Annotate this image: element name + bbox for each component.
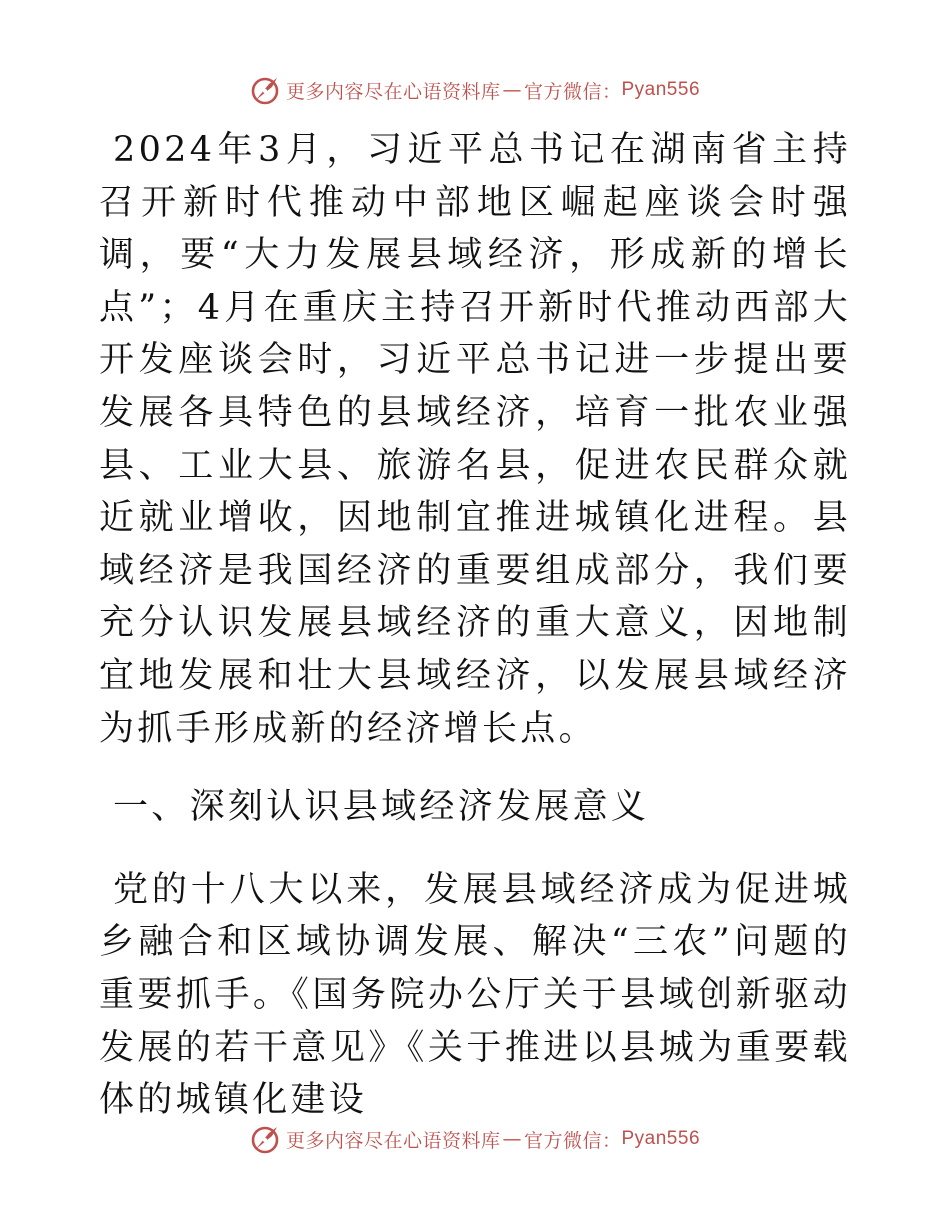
document-body — [99, 124, 851, 1127]
pen-nib-logo-icon — [250, 74, 282, 106]
watermark-header — [0, 70, 950, 110]
watermark-contact-id: Pyan556 — [621, 79, 701, 100]
watermark-dash: — — [502, 79, 522, 101]
paragraph-intro: 2024年3月，习近平总书记在湖南省主持召开新时代推动中部地区崛起座谈会时强调，要“大力发展县域经济，形成新的增长点”；4月在重庆主持召开新时代推动西部大开发座谈会时，习近平总书记进一步提出要发展各具特色的县域经济，培育一批农业强县、工业大县、旅游名县，促进农民群众就近就业增收，因地制宜推进城镇化进程。县域经济是我国经济的重要组成部分，我们要充分认识发展县域经济的重大意义，因地制宜地发展和壮大县域经济，以发展县域经济为抓手形成新的经济增长点。 — [99, 130, 851, 749]
watermark-dash: — — [502, 1128, 522, 1150]
watermark-contact-label: 官方微信： — [523, 80, 622, 103]
pen-nib-logo-icon — [250, 1123, 282, 1155]
watermark-footer — [0, 1119, 950, 1159]
watermark-brand: 更多内容尽在心语资料库 — [285, 80, 501, 103]
watermark-contact-id: Pyan556 — [621, 1128, 701, 1149]
paragraph-section-1: 党的十八大以来，发展县域经济成为促进城乡融合和区域协调发展、解决“三农”问题的重要抓手。《国务院办公厅关于县域创新驱动发展的若干意见》《关于推进以县城为重要载体的城镇化建设 — [99, 869, 851, 1121]
section-heading: 一、深刻认识县域经济发展意义 — [113, 787, 650, 828]
watermark-brand: 更多内容尽在心语资料库 — [285, 1129, 501, 1152]
watermark-contact-label: 官方微信： — [523, 1129, 622, 1152]
